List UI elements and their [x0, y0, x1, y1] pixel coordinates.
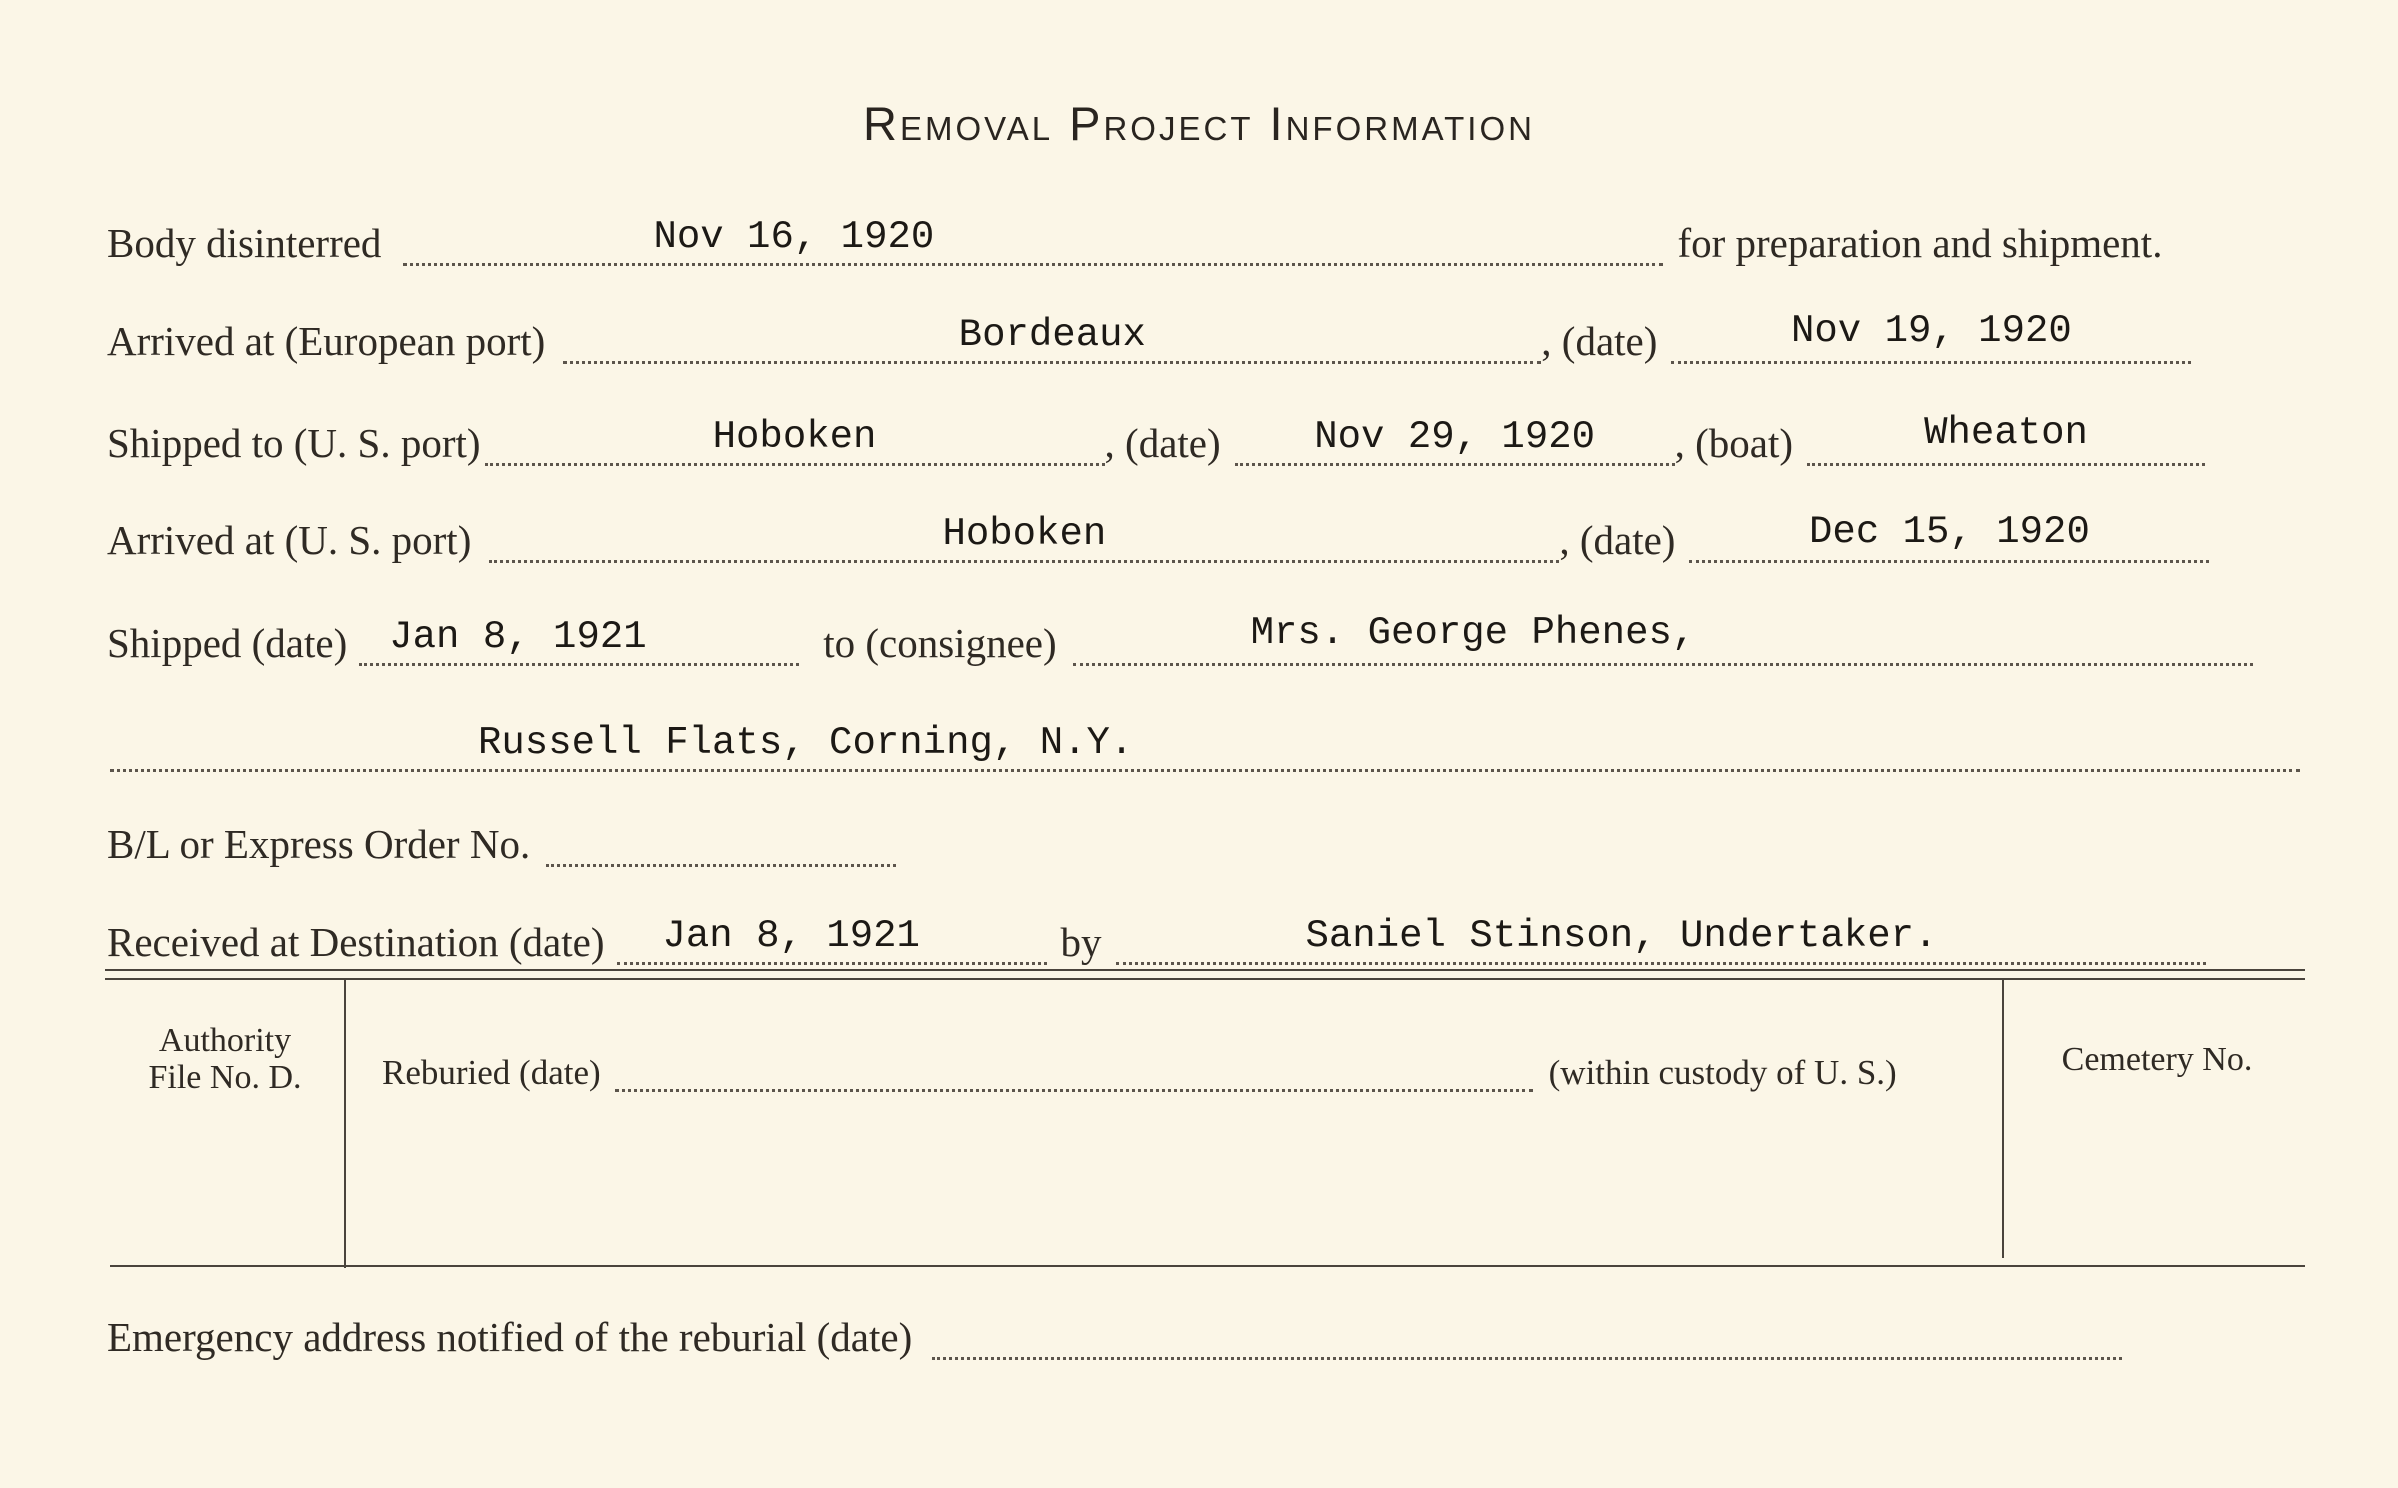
arrived-us-date-field[interactable]	[1689, 510, 2209, 563]
received-by-label: by	[1060, 919, 1102, 965]
table-top-rule	[105, 969, 2305, 980]
shipped-date-value: Jan 8, 1921	[389, 615, 647, 659]
arrived-european-date-field[interactable]	[1671, 311, 2191, 364]
received-label: Received at Destination (date)	[107, 919, 605, 965]
shipped-to-us-boat-value: Wheaton	[1924, 411, 2088, 455]
arrived-us-port-value: Hoboken	[942, 512, 1107, 556]
reburied-label: Reburied (date)	[382, 1053, 601, 1092]
arrived-european-label: Arrived at (European port)	[107, 318, 546, 364]
shipped-to-us-port-value: Hoboken	[712, 415, 877, 459]
authority-label: Authority	[158, 1022, 292, 1059]
body-disinterred-label: Body disinterred	[107, 220, 382, 266]
shipped-date-label: Shipped (date)	[107, 620, 348, 666]
reburied-field[interactable]	[615, 1049, 1533, 1092]
arrived-european-date-label: , (date)	[1541, 318, 1658, 364]
bl-order-field[interactable]	[546, 814, 896, 867]
body-disinterred-value: Nov 16, 1920	[653, 215, 935, 259]
shipped-to-us-date-label: , (date)	[1104, 420, 1221, 466]
arrived-us-label: Arrived at (U. S. port)	[107, 517, 472, 563]
consignee-label: to (consignee)	[823, 620, 1057, 666]
body-disinterred-suffix: for preparation and shipment.	[1677, 220, 2163, 266]
table-divider-right	[2002, 978, 2004, 1258]
address-field[interactable]	[110, 719, 2300, 772]
shipped-to-us-boat-field[interactable]	[1807, 413, 2205, 466]
file-no-label: File No. D.	[148, 1059, 302, 1097]
received-row	[107, 895, 2206, 965]
shipped-to-us-row	[107, 396, 2205, 466]
consignee-value: Mrs. George Phenes,	[1250, 611, 1696, 655]
emergency-row	[107, 1290, 2122, 1360]
received-date-value: Jan 8, 1921	[662, 914, 920, 958]
arrived-european-port-field[interactable]	[563, 311, 1541, 364]
emergency-field[interactable]	[932, 1307, 2122, 1360]
address-row	[110, 702, 2300, 772]
reburied-row	[382, 1022, 1897, 1092]
shipped-to-us-date-value: Nov 29, 1920	[1314, 415, 1596, 459]
received-date-field[interactable]	[617, 912, 1047, 965]
body-disinterred-row	[107, 196, 2162, 266]
arrived-us-row	[107, 493, 2209, 563]
emergency-label: Emergency address notified of the reburial (date)	[107, 1314, 913, 1360]
arrived-european-row	[107, 294, 2191, 364]
shipped-to-us-port-field[interactable]	[485, 413, 1105, 466]
bl-order-label: B/L or Express Order No.	[107, 821, 531, 867]
arrived-european-date-value: Nov 19, 1920	[1790, 309, 2072, 353]
cemetery-no-label: Cemetery No.	[2061, 1041, 2253, 1078]
form-title: Removal Project Information	[863, 97, 1535, 150]
authority-file-cell	[115, 1022, 335, 1097]
received-by-value: Saniel Stinson, Undertaker.	[1305, 914, 1938, 958]
table-bottom-rule	[110, 1265, 2305, 1267]
arrived-us-date-value: Dec 15, 1920	[1809, 510, 2090, 554]
arrived-european-port-value: Bordeaux	[958, 313, 1146, 357]
shipped-to-us-label: Shipped to (U. S. port)	[107, 420, 481, 466]
bl-order-row	[107, 797, 896, 867]
table-divider-left	[344, 978, 346, 1268]
body-disinterred-field[interactable]	[403, 213, 1663, 266]
arrived-us-date-label: , (date)	[1559, 517, 1676, 563]
shipped-row	[107, 596, 2253, 666]
shipped-to-us-boat-label: , (boat)	[1674, 420, 1794, 466]
consignee-field[interactable]	[1073, 613, 2253, 666]
custody-label: (within custody of U. S.)	[1548, 1053, 1897, 1092]
arrived-us-port-field[interactable]	[489, 510, 1559, 563]
address-value: Russell Flats, Corning, N.Y.	[478, 721, 1134, 765]
shipped-date-field[interactable]	[359, 613, 799, 666]
shipped-to-us-date-field[interactable]	[1235, 413, 1675, 466]
received-by-field[interactable]	[1116, 912, 2206, 965]
